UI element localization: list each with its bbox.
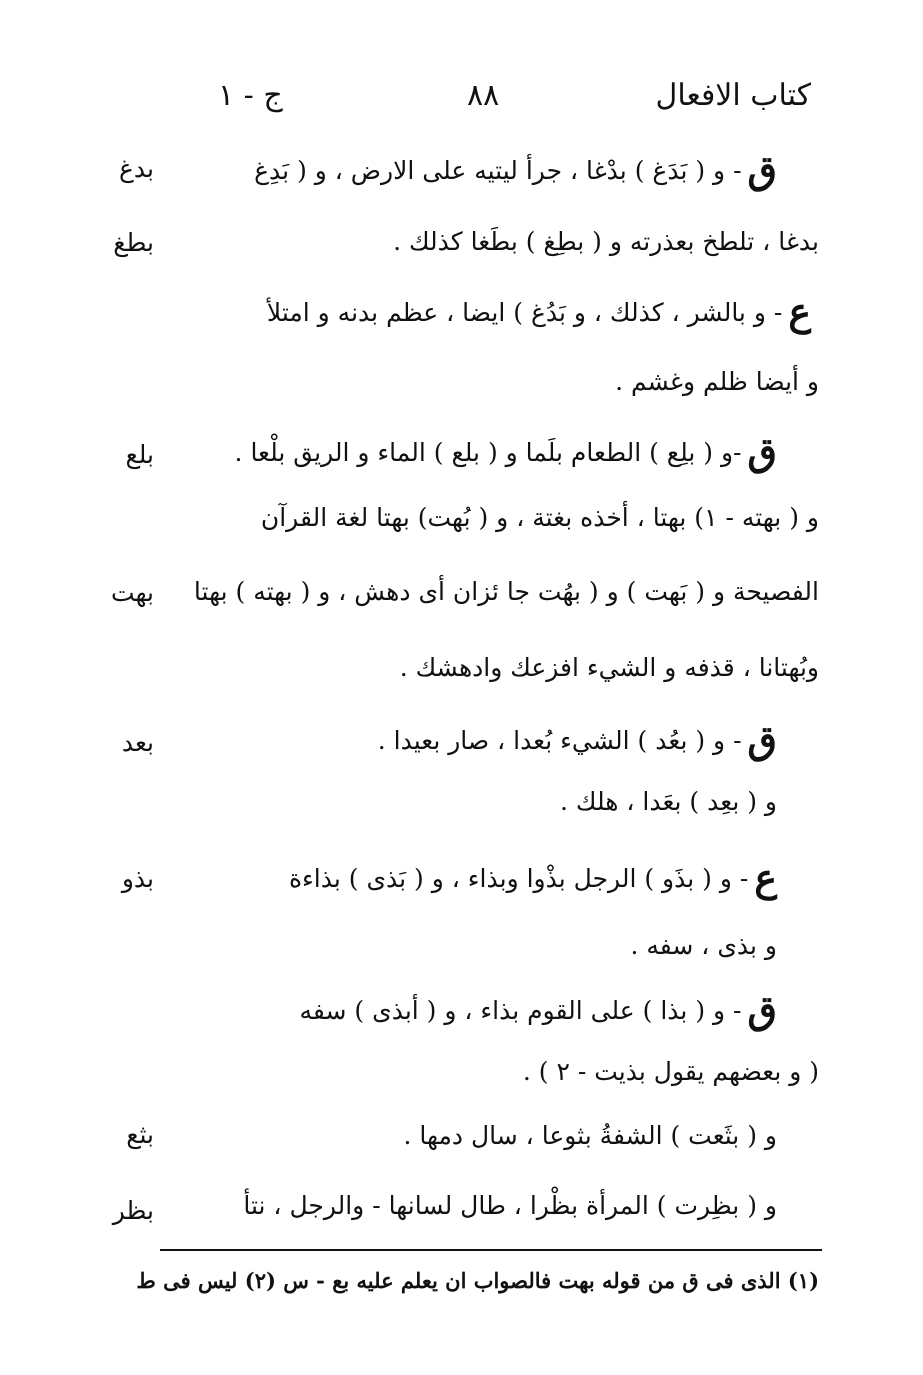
line-text: و ( بظِرت ) المرأة بظْرا ، طال لسانها - والرجل ، نتأ [243,1191,777,1220]
text-line [243,1186,777,1226]
text-line [261,498,819,538]
line-marker: ق [747,987,777,1032]
line-text: و ( بثَعت ) الشفةُ بثوعا ، سال دمها . [403,1121,777,1150]
text-line [299,987,777,1032]
text-line [254,147,777,192]
line-marker: ق [747,429,777,474]
line-marker: ق [747,717,777,762]
root-word: بهت [110,578,154,607]
line-marker: ع [754,855,777,900]
text-line [377,717,777,762]
line-text: و بذى ، سفه . [630,931,777,960]
line-marker: ق [747,147,777,192]
line-text: و أيضا ظلم وغشم . [615,367,819,396]
root-word: بثع [126,1120,154,1149]
line-text: و ( بهته - ١) بهتا ، أخذه بغتة ، و ( بُهت) بهتا لغة القرآن [260,503,819,532]
root-word: بدغ [119,154,154,183]
root-word: بظر [112,1196,154,1225]
root-word: بلع [125,440,154,469]
root-word: بعد [121,728,154,757]
text-line [615,362,819,402]
text-line [560,782,777,822]
text-line [404,1116,778,1156]
text-line [523,1052,819,1092]
footnote: (١) الذى فى ق من قوله بهت فالصواب ان يعلم عليه بع - س (٢) ليس فى ط [136,1268,819,1293]
text-line [194,572,819,612]
volume-label: ج - ١ [218,78,283,113]
text-line [630,926,777,966]
text-line [234,429,777,474]
line-text: -و ( بلِع ) الطعام بلَما و ( بلع ) الماء و الريق بلْعا . [234,438,742,467]
text-line [288,855,777,900]
text-line [266,289,811,334]
line-text: ( و بعضهم يقول بذيت - ٢ ) . [522,1057,819,1086]
text-line [393,222,819,262]
page-number: ٨٨ [467,78,500,113]
line-marker: ع [788,289,811,334]
line-text: - و بالشر ، كذلك ، و بَدُغ ) ايضا ، عظم بدنه و امتلأ [266,298,783,327]
footnote-divider [160,1249,822,1251]
line-text: - و ( بَدَغ ) بدْغا ، جرأ ليتيه على الارض ، و ( بَدِغ [254,156,742,185]
line-text: الفصيحة و ( بَهت ) و ( بهُت جا ئزان أى دهش ، و ( بهته ) بهتا [193,577,819,606]
line-text: و ( بعِد ) بعَدا ، هلك . [560,787,777,816]
root-word: بذو [121,864,154,893]
line-text: - و ( بذا ) على القوم بذاء ، و ( أبذى ) سفه [299,996,742,1025]
book-title: كتاب الافعال [655,78,811,113]
line-text: - و ( بذَو ) الرجل بذْوا وبذاء ، و ( بَذى ) بذاءة [288,864,749,893]
line-text: بدغا ، تلطخ بعذرته و ( بطِغ ) بطَغا كذلك . [393,227,819,256]
text-line [400,648,819,688]
line-text: - و ( بعُد ) الشيء بُعدا ، صار بعيدا . [377,726,742,755]
line-text: وبُهتانا ، قذفه و الشيء افزعك وادهشك . [399,653,819,682]
root-word: بطغ [113,228,154,257]
